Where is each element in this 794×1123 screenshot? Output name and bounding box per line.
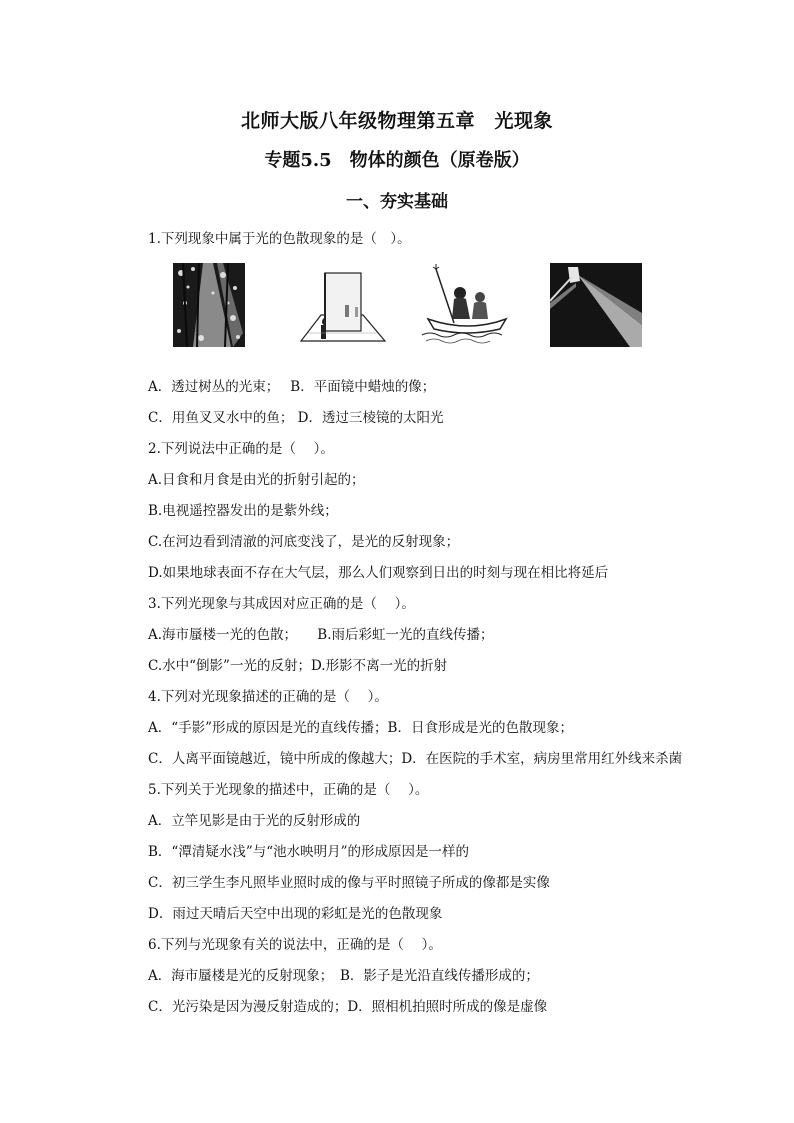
question-6-option-1: A．海市蜃楼是光的反射现象； B．影子是光沿直线传播形成的； [148,968,539,984]
fish-spear-figure [418,263,510,347]
question-3-stem: 3.下列光现象与其成因对应正确的是（ ）。 [148,596,415,612]
question-4-option-1: A．“手影”形成的原因是光的直线传播；B．日食形成是光的色散现象； [148,720,573,736]
question-5-option-c: C．初三学生李凡照毕业照时成的像与平时照镜子所成的像都是实像 [148,875,550,891]
question-6-option-2: C．光污染是因为漫反射造成的；D．照相机拍照时所成的像是虚像 [148,999,548,1015]
question-2-stem: 2.下列说法中正确的是（ ）。 [148,441,334,457]
question-5-option-d: D．雨过天晴后天空中出现的彩虹是光的色散现象 [148,906,443,922]
question-list [148,229,708,1028]
question-5-stem: 5.下列关于光现象的描述中，正确的是（ ）。 [148,782,429,798]
question-1-option-1: A．透过树丛的光束； B．平面镜中蜡烛的像； [148,379,436,395]
question-5-option-a: A．立竿见影是由于光的反射形成的 [148,813,361,829]
question-4-option-2: C．人离平面镜越近，镜中所成的像越大；D．在医院的手术室，病房里常用红外线来杀菌 [148,751,683,767]
question-6-stem: 6.下列与光现象有关的说法中，正确的是（ ）。 [148,937,442,953]
document-title: 北师大版八年级物理第五章 光现象 [240,110,553,132]
mirror-candle-figure [293,263,393,347]
section-heading: 一、夯实基础 [346,192,448,212]
question-5-option-b: B．“潭清疑水浅”与“池水映明月”的形成原因是一样的 [148,844,470,860]
question-3-option-1: A.海市蜃楼一光的色散； B.雨后彩虹一光的直线传播； [148,627,494,643]
question-2-option-b: B.电视遥控器发出的是紫外线； [148,503,338,519]
question-2-option-a: A.日食和月食是由光的折射引起的； [148,472,365,488]
question-3-option-2: C.水中“倒影”一光的反射；D.形影不离一光的折射 [148,658,448,674]
document-subtitle: 专题5.5 物体的颜色（原卷版） [264,150,530,171]
question-1-stem: 1.下列现象中属于光的色散现象的是（ ）。 [148,231,411,247]
question-2-option-d: D.如果地球表面不存在大气层，那么人们观察到日出的时刻与现在相比将延后 [148,565,609,581]
question-2-option-c: C.在河边看到清澈的河底变浅了，是光的反射现象； [148,534,460,550]
prism-figure [550,263,642,347]
question-1-option-2: C．用鱼叉叉水中的鱼； D．透过三棱镜的太阳光 [148,410,444,426]
question-1-figures [148,260,708,360]
question-4-stem: 4.下列对光现象描述的正确的是（ ）。 [148,689,388,705]
forest-light-figure [173,263,245,347]
